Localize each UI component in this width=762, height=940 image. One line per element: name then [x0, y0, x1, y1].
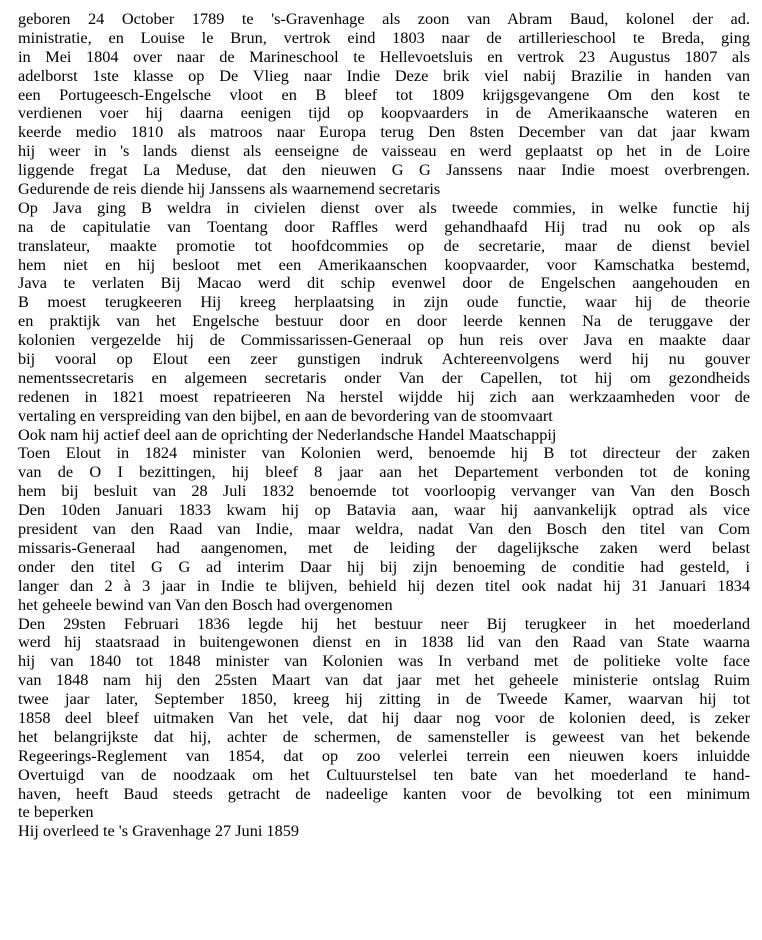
text-line: Toen Elout in 1824 minister van Kolonien werd, benoemde hij B tot directeur der zaken — [18, 443, 750, 463]
text-line: hij van 1840 tot 1848 minister van Kolonien was In verband met de politieke volte face — [18, 651, 750, 671]
text-line: missaris-Generaal had aangenomen, met de leiding der dagelijksche zaken werd belast — [18, 537, 750, 557]
text-line: Overtuigd van de noodzaak om het Cultuurstelsel ten bate van het moederland te hand- — [18, 764, 750, 784]
text-line: van 1848 nam hij den 25sten Maart van dat jaar met het geheele ministerie ontslag Ruim — [18, 670, 750, 690]
text-line: Op Java ging B weldra in civielen dienst over als tweede commies, in welke functie hij — [18, 197, 750, 217]
text-line: Hij overleed te 's Gravenhage 27 Juni 1859 — [18, 821, 299, 841]
text-line: van de O I bezittingen, hij bleef 8 jaar aan het Departement verbonden tot de koning — [18, 462, 750, 482]
text-line: redenen in 1821 moest repatrieeren Na herstel wijdde hij zich aan werkzaamheden voor de — [18, 386, 750, 406]
text-line: langer dan 2 à 3 jaar in Indie te blijven, behield hij dezen titel ook nadat hij 31 Januari 1834 — [18, 575, 750, 595]
text-line: nementssecretaris en algemeen secretaris onder Van der Capellen, tot hij om gezondheids — [18, 367, 750, 387]
text-line: Regeerings-Reglement van 1854, dat op zoo velerlei terrein een nieuwen koers inluidde — [18, 745, 750, 765]
text-line: haven, heeft Baud steeds getracht de nadeelige kanten voor de bevolking tot een minimum — [18, 783, 750, 803]
text-line: Gedurende de reis diende hij Janssens als waarnemend secretaris — [18, 179, 441, 199]
text-line: hij weer in 's lands dienst als eenseigne de vaisseau en werd geplaatst op het in de Loire — [18, 141, 750, 161]
text-line: in Mei 1804 over naar de Marineschool te Hellevoetsluis en vertrok 23 Augustus 1807 als — [18, 46, 750, 66]
text-line: hem bij besluit van 28 Juli 1832 benoemde tot voorloopig vervanger van Van den Bosch — [18, 481, 750, 501]
text-line: werd hij staatsraad in buitengewonen dienst en in 1838 lid van den Raad van State waarna — [18, 632, 750, 652]
text-line: een Portugeesch-Engelsche vloot en B bleef tot 1809 krijgsgevangene Om den kost te — [18, 84, 750, 104]
text-line: hem niet en hij besloot met een Amerikaanschen koopvaarder, voor Kamschatka bestemd, — [18, 254, 750, 274]
text-line: kolonien vergezelde hij de Commissarissen-Generaal op hun reis over Java en maakte daar — [18, 330, 750, 350]
text-line: twee jaar later, September 1850, kreeg hij zitting in de Tweede Kamer, waarvan hij tot — [18, 689, 750, 709]
text-line: ministratie, en Louise le Brun, vertrok eind 1803 naar de artillerieschool te Breda, ging — [18, 27, 750, 47]
text-line: keerde medio 1810 als matroos naar Europa terug Den 8sten December van dat jaar kwam — [18, 122, 750, 142]
text-line: het geheele bewind van Van den Bosch had overgenomen — [18, 594, 393, 614]
text-line: onder den titel G G ad interim Daar hij bij zijn benoeming de conditie had gesteld, i — [18, 556, 750, 576]
text-line: Den 29sten Februari 1836 legde hij het bestuur neer Bij terugkeer in het moederland — [18, 613, 750, 633]
text-line: en praktijk van het Engelsche bestuur door en door leerde kennen Na de teruggave der — [18, 311, 750, 331]
text-line: Ook nam hij actief deel aan de oprichting der Nederlandsche Handel Maatschappij — [18, 424, 557, 444]
text-line: 1858 deel bleef uitmaken Van het vele, dat hij daar nog voor de kolonien deed, is zeker — [18, 707, 750, 727]
text-line: Java te verlaten Bij Macao werd dit schip evenwel door de Engelschen aangehouden en — [18, 273, 750, 293]
text-line: het belangrijkste dat hij, achter de schermen, de samensteller is geweest van het bekende — [18, 726, 750, 746]
text-line: president van den Raad van Indie, maar weldra, nadat Van den Bosch den titel van Com — [18, 519, 750, 539]
text-line: liggende fregat La Meduse, dat den nieuwen G G Janssens naar Indie moest overbrengen. — [18, 160, 750, 180]
text-line: na de capitulatie van Toentang door Raffles werd gehandhaafd Hij trad nu ook op als — [18, 216, 750, 236]
text-line: adelborst 1ste klasse op De Vlieg naar Indie Deze brik viel nabij Brazilie in handen van — [18, 65, 750, 85]
text-line: translateur, maakte promotie tot hoofdcommies op de secretarie, maar de dienst beviel — [18, 235, 750, 255]
text-line: geboren 24 October 1789 te 's-Gravenhage als zoon van Abram Baud, kolonel der ad. — [18, 10, 750, 28]
text-line: B moest terugkeeren Hij kreeg herplaatsing in zijn oude functie, waar hij de theorie — [18, 292, 750, 312]
document-page — [18, 10, 750, 932]
text-line: te beperken — [18, 802, 94, 822]
text-line: verdienen voer hij daarna eenigen tijd op koopvaarders in de Amerikaansche wateren en — [18, 103, 750, 123]
text-line: vertaling en verspreiding van den bijbel, en aan de bevordering van de stoomvaart — [18, 405, 553, 425]
biography-text — [18, 10, 750, 841]
text-line: Den 10den Januari 1833 kwam hij op Batavia aan, waar hij aanvankelijk optrad als vice — [18, 500, 750, 520]
text-line: bij vooral op Elout een zeer gunstigen indruk Achtereenvolgens werd hij nu gouver — [18, 349, 750, 369]
